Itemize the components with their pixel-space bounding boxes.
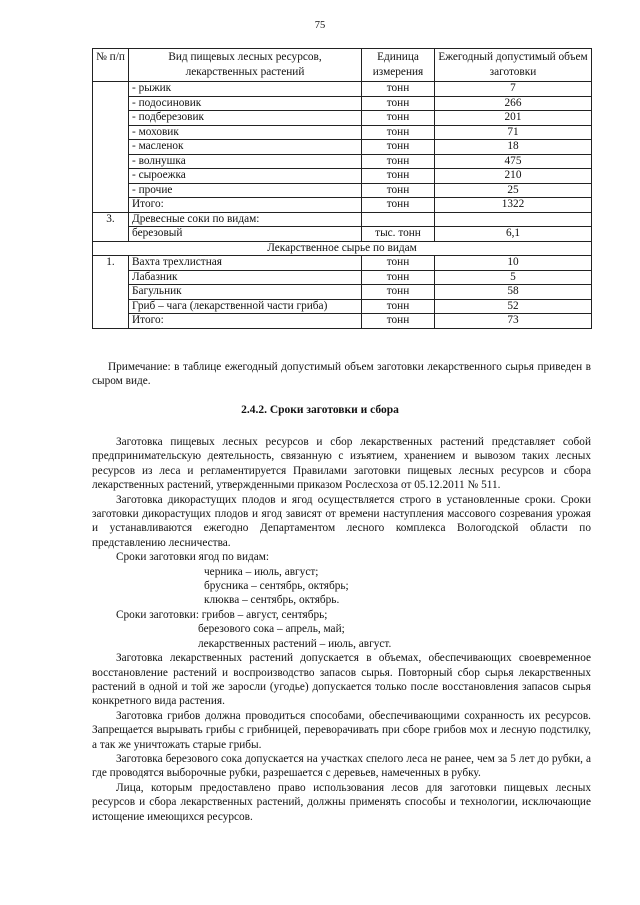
- resource-name: Багульник: [129, 285, 362, 300]
- total-unit: тонн: [362, 314, 435, 329]
- resource-name: - прочие: [129, 183, 362, 198]
- list-item: клюква – сентябрь, октябрь.: [204, 594, 340, 607]
- resource-unit: тонн: [362, 285, 435, 300]
- resource-unit: тыс. тонн: [362, 227, 435, 242]
- table-row: [93, 256, 592, 271]
- total-label: Итого:: [129, 198, 362, 213]
- paragraph: Заготовка пищевых лесных ресурсов и сбор лекарственных растений представляет собой предпринимательскую деятельность, связанную с изъятием, хранением и вывозом таких лесных ресурсов из леса и регламентируется Правилами заготовки пищевых лесных ресурсов и сбора лекарственных растений, утвержденными приказом Рослесхоза от 05.12.2011 № 511.: [92, 436, 591, 492]
- table-row: [93, 125, 592, 140]
- resource-unit: тонн: [362, 169, 435, 184]
- page-number: 75: [314, 20, 326, 31]
- resource-name: Гриб – чага (лекарственной части гриба): [129, 299, 362, 314]
- resource-volume: 71: [435, 125, 592, 140]
- group-title: Древесные соки по видам:: [129, 212, 362, 227]
- resource-name: Лабазник: [129, 270, 362, 285]
- table-row: [93, 285, 592, 300]
- table-row: [93, 227, 592, 242]
- other-title: Сроки заготовки: грибов – август, сентябрь;: [116, 608, 328, 621]
- resource-name: - волнушка: [129, 154, 362, 169]
- list-item: березового сока – апрель, май;: [198, 623, 345, 636]
- resource-unit: тонн: [362, 82, 435, 97]
- resource-name: - рыжик: [129, 82, 362, 97]
- paragraph: Заготовка дикорастущих плодов и ягод осуществляется строго в установленные сроки. Сроки заготовки дикорастущих плодов и ягод зависят от времени наступления массового созревания урожая и устанавливаются ежегодно Департаментом лесного комплекса Вологодской области по представлению лесничества.: [92, 493, 591, 549]
- resource-volume: 58: [435, 285, 592, 300]
- resource-unit: тонн: [362, 140, 435, 155]
- table-section-row: [93, 241, 592, 256]
- resource-volume: 201: [435, 111, 592, 126]
- resource-unit: тонн: [362, 111, 435, 126]
- total-label: Итого:: [129, 314, 362, 329]
- section-heading: 2.4.2. Сроки заготовки и сбора: [241, 404, 399, 416]
- header-num: № п/п: [93, 49, 129, 82]
- table-row: [93, 140, 592, 155]
- table-row: [93, 154, 592, 169]
- resource-volume: 6,1: [435, 227, 592, 242]
- header-volume: Ежегодный допустимый объем заготовки: [435, 49, 592, 82]
- resource-unit: тонн: [362, 154, 435, 169]
- berries-title: Сроки заготовки ягод по видам:: [116, 551, 270, 564]
- table-total-row: [93, 314, 592, 329]
- paragraph: Заготовка лекарственных растений допускается в объемах, обеспечивающих своевременное восстановление растений и воспроизводство запасов сырья. Повторный сбор сырья лекарственных растений в одной и той же заросли (угодье) допускается только после восстановления запасов сырья конкретного вида растения.: [92, 652, 591, 708]
- paragraph: Лица, которым предоставлено право использования лесов для заготовки пищевых лесных ресурсов и сбора лекарственных растений, должны применять способы и технологии, исключающие истощение имеющихся ресурсов.: [92, 781, 591, 823]
- table-row: [93, 299, 592, 314]
- resource-volume: 25: [435, 183, 592, 198]
- resource-name: березовый: [129, 227, 362, 242]
- resource-volume: 475: [435, 154, 592, 169]
- table-row: [93, 96, 592, 111]
- resource-unit: тонн: [362, 256, 435, 271]
- row-num: 1.: [93, 256, 129, 329]
- table-note: Примечание: в таблице ежегодный допустимый объем заготовки лекарственного сырья приведен в сыром виде.: [92, 361, 591, 387]
- total-volume: 73: [435, 314, 592, 329]
- resource-volume: 7: [435, 82, 592, 97]
- resource-volume: 52: [435, 299, 592, 314]
- paragraph: Заготовка грибов должна проводиться способами, обеспечивающими сохранность их ресурсов. Запрещается вырывать грибы с грибницей, переворачивать при сборе грибов мох и лесную подстилку, а так же уничтожать старые грибы.: [92, 709, 591, 751]
- resource-name: - подберезовик: [129, 111, 362, 126]
- section-title: Лекарственное сырье по видам: [93, 241, 592, 256]
- empty-cell: [435, 212, 592, 227]
- table-row: [93, 212, 592, 227]
- resource-unit: тонн: [362, 270, 435, 285]
- list-item: черника – июль, август;: [204, 565, 319, 578]
- row-num: 3.: [93, 212, 129, 241]
- resource-volume: 10: [435, 256, 592, 271]
- empty-cell: [362, 212, 435, 227]
- resource-volume: 210: [435, 169, 592, 184]
- table-header-row: [93, 49, 592, 82]
- resource-unit: тонн: [362, 96, 435, 111]
- paragraph: Заготовка березового сока допускается на участках спелого леса не ранее, чем за 5 лет до рубки, а где проводятся выборочные рубки, разрешается с деревьев, намеченных в рубку.: [92, 752, 591, 780]
- resource-unit: тонн: [362, 125, 435, 140]
- total-volume: 1322: [435, 198, 592, 213]
- table-row: [93, 82, 592, 97]
- resource-name: - сыроежка: [129, 169, 362, 184]
- table-row: [93, 270, 592, 285]
- header-name: Вид пищевых лесных ресурсов, лекарственных растений: [129, 49, 362, 82]
- header-unit: Единица измерения: [362, 49, 435, 82]
- resource-name: Вахта трехлистная: [129, 256, 362, 271]
- resource-volume: 18: [435, 140, 592, 155]
- table-row: [93, 183, 592, 198]
- resource-name: - подосиновик: [129, 96, 362, 111]
- total-unit: тонн: [362, 198, 435, 213]
- list-item: брусника – сентябрь, октябрь;: [204, 580, 349, 593]
- resource-name: - масленок: [129, 140, 362, 155]
- table-row: [93, 169, 592, 184]
- resource-volume: 266: [435, 96, 592, 111]
- table-total-row: [93, 198, 592, 213]
- table-row: [93, 111, 592, 126]
- resource-name: - моховик: [129, 125, 362, 140]
- resources-table: [92, 48, 592, 329]
- resource-volume: 5: [435, 270, 592, 285]
- resource-unit: тонн: [362, 183, 435, 198]
- resource-unit: тонн: [362, 299, 435, 314]
- row-num-cell: [93, 82, 129, 213]
- body-text: [92, 435, 591, 824]
- list-item: лекарственных растений – июль, август.: [198, 637, 392, 650]
